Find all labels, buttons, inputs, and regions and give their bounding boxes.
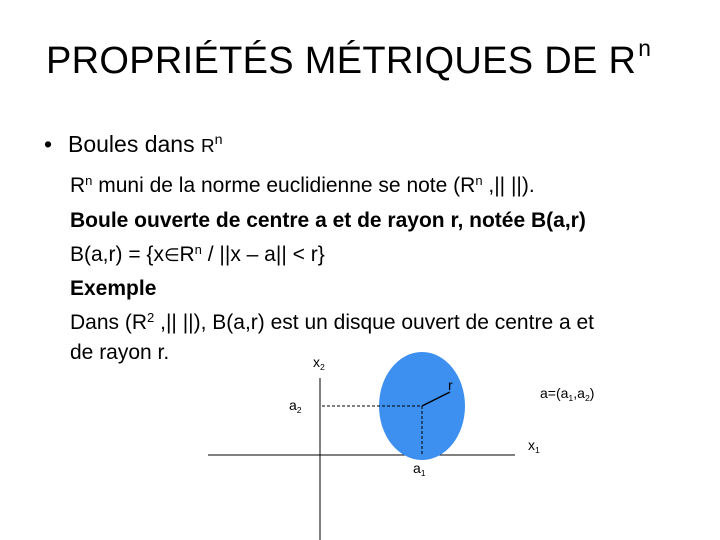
line-disk: Dans ($R^2$ ,|| ||), B(a,r) est un disque ouvert de centre a et — [70, 309, 594, 334]
line-example: Exemple — [70, 277, 157, 300]
a1-label: $a_1$ — [413, 460, 426, 479]
line-formula: $B(a,r) = \{x\in R^n / ||x - a|| < r\}$ — [70, 241, 325, 266]
x1-label: $x_1$ — [528, 437, 540, 456]
x2-label: $x_2$ — [313, 354, 325, 373]
line-definition: Boule ouverte de centre a et de rayon r, notée B(a,r) — [70, 209, 586, 232]
line-norm: $R^n$ muni de la norme euclidienne se note ($R^n$ ,|| ||). — [70, 172, 535, 197]
r-label: r — [448, 377, 453, 393]
bullet-text: Boules dans — [68, 131, 201, 157]
page-title: PROPRIÉTÉS MÉTRIQUES DE $R^n$ — [46, 34, 652, 82]
a2-label: $a_2$ — [289, 397, 302, 416]
bullet-superscript: n — [214, 132, 223, 149]
line-radius: de rayon r. — [70, 341, 170, 364]
a-label: $a=(a_1,a_2)$ — [540, 385, 595, 404]
title-superscript: n — [638, 34, 652, 61]
bullet-marker: • — [44, 131, 53, 157]
bullet-r: R — [200, 135, 215, 156]
